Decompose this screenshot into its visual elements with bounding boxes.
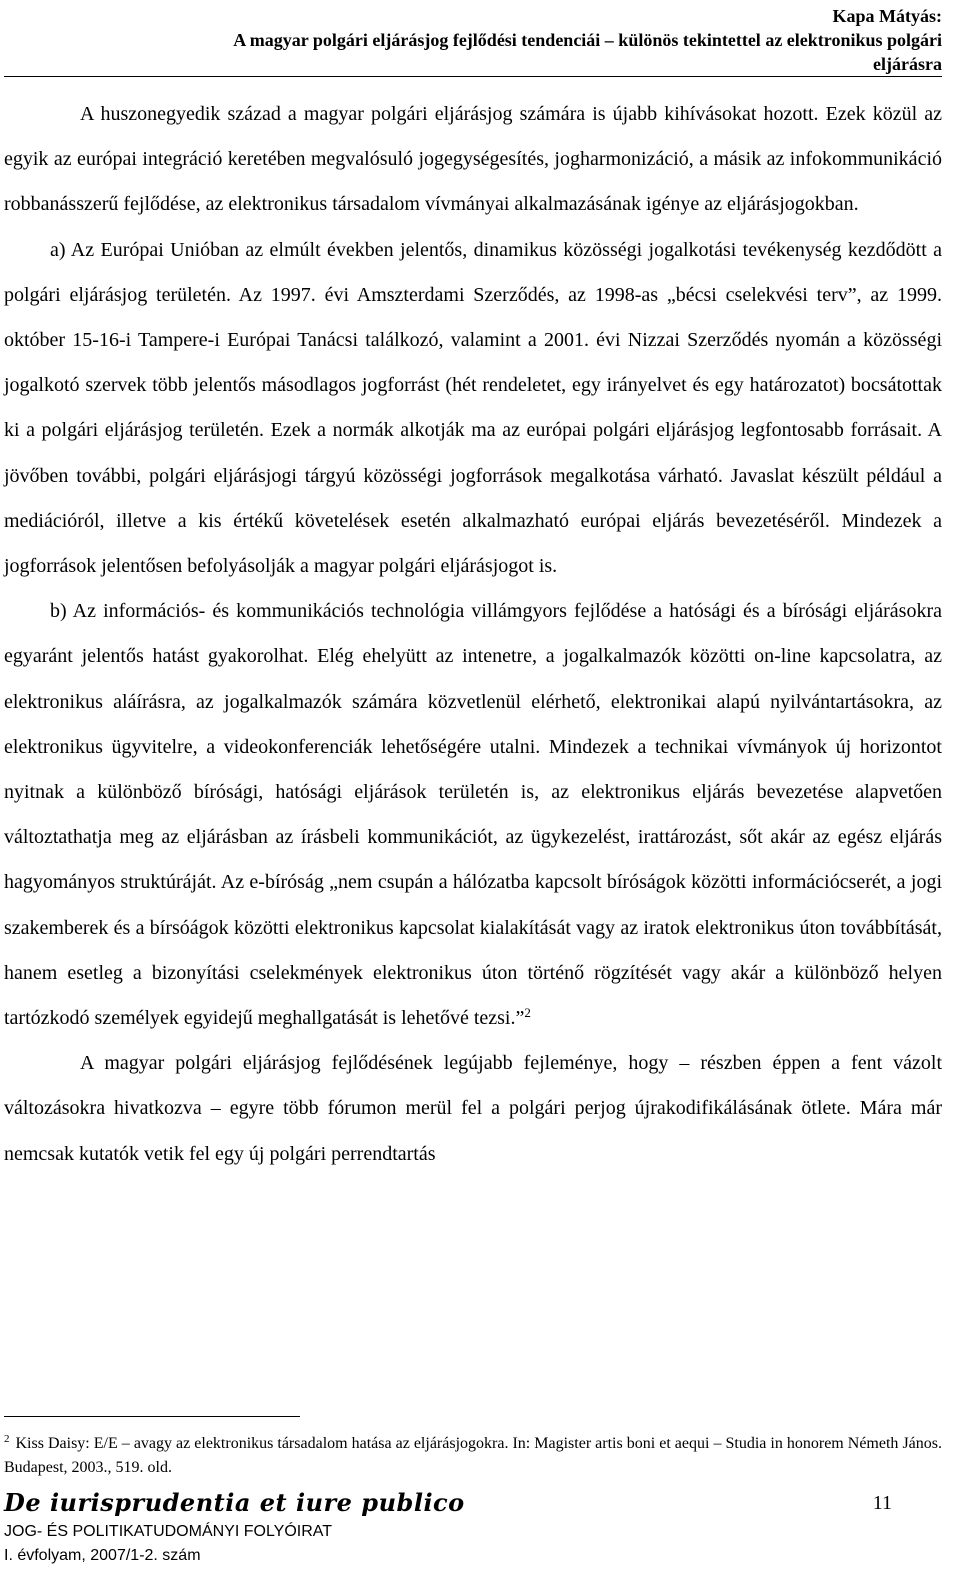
- journal-info: [4, 1520, 332, 1568]
- header-author: Kapa Mátyás:: [832, 6, 942, 26]
- paragraph-a: a) Az Európai Unióban az elmúlt években jelentős, dinamikus közösségi jogalkotási tevékenység kezdődött a polgári eljárásjog területén. Az 1997. évi Amszterdami Szerződés, az 1998-as „bécsi cselekvési terv”, az 1999. október 15-16-i Tampere-i Európai Tanácsi találkozó, valamint a 2001. évi Nizzai Szerződés nyomán a közösségi jogalkotó szervek több jelentős másodlagos jogforrást (hét rendeletet, egy irányelvet és egy határozatot) bocsátottak ki a polgári eljárásjog területén. Ezek a normák alkotják ma az európai polgári eljárásjog legfontosabb forrásait. A jövőben további, polgári eljárásjogi tárgyú közösségi jogforrások megalkotása várható. Javaslat készült például a mediációról, illetve a kis értékű követelések esetén alkalmazható európai eljárás bevezetéséről. Mindezek a jogforrások jelentősen befolyásolják a magyar polgári eljárásjogot is.: [4, 238, 942, 578]
- page-number: 11: [872, 1492, 892, 1514]
- paragraph-recodification: A magyar polgári eljárásjog fejlődésének legújabb fejleménye, hogy – részben éppen a fent vázolt változásokra hivatkozva – egyre több fórumon merül fel a polgári perjog újrakodifikálásának ötlete. Mára már nemcsak kutatók vetik fel egy új polgári perrendtartás: [4, 1052, 942, 1165]
- journal-name: JOG- ÉS POLITIKATUDOMÁNYI FOLYÓIRAT: [4, 1523, 333, 1540]
- journal-brand: De iurisprudentia et iure publico: [4, 1488, 465, 1517]
- header-divider: [4, 76, 942, 77]
- footnote-divider: [4, 1416, 300, 1417]
- footnote-mark: 2: [4, 1433, 10, 1445]
- paragraph-b: [4, 589, 942, 1041]
- header-title-line1: A magyar polgári eljárásjog fejlődési tendenciái – különös tekintettel az elektronikus polgári: [233, 30, 942, 50]
- header-title-line2: eljárásra: [873, 54, 942, 74]
- paragraph-b-text: b) Az információs- és kommunikációs technológia villámgyors fejlődése a hatósági és a bírósági eljárásokra egyaránt jelentős hatást gyakorolhat. Elég ehelyütt az intenetre, a jogalkalmazók közötti on-line kapcsolatra, az elektronikus aláírásra, az jogalkalmazók számára közvetlenül elérhető, elektronikai alapú nyilvántartásokra, az elektronikus ügyvitelre, a videokonferenciák lehetőségére utalni. Mindezek a technikai vívmányok új horizontot nyitnak a különböző bírósági, hatósági eljárások területén is, az elektronikus eljárás bevezetése alapvetően változtathatja meg az eljárásban az írásbeli kommunikációt, az ügykezelést, irattározást, sőt akár az egész eljárás hagyományos struktúráját. Az e-bíróság „nem csupán a hálózatba kapcsolt bíróságok közötti információcserét, a jogi szakemberek és a bírsóágok közötti elektronikus kapcsolat kialakítását vagy az iratok elektronikus úton továbbítását, hanem esetleg a bizonyítási cselekmények elektronikus úton történő rögzítését vagy akár a különböző helyen tartózkodó személyek egyidejű meghallgatását is lehetővé tezsi.”: [4, 600, 942, 1030]
- running-header: [0, 0, 942, 76]
- footnote-text: Kiss Daisy: E/E – avagy az elektronikus társadalom hatása az eljárásjogokra. In: Magister artis boni et aequi – Studia in honorem Németh János. Budapest, 2003., 519. old.: [4, 1435, 942, 1476]
- paragraph-intro: A huszonegyedik század a magyar polgári eljárásjog számára is újabb kihívásokat hozott. Ezek közül az egyik az európai integráció keretében megvalósuló jogegységesítés, jogharmonizáció, a másik az infokommunikáció robbanásszerű fejlődése, az elektronikus társadalom vívmányai alkalmazásának igénye az eljárásjogokban.: [4, 103, 942, 216]
- article-body: [4, 92, 942, 1177]
- footnote-reference[interactable]: 2: [524, 1005, 531, 1021]
- journal-volume: I. évfolyam, 2007/1-2. szám: [4, 1547, 201, 1564]
- footnote: [4, 1432, 942, 1480]
